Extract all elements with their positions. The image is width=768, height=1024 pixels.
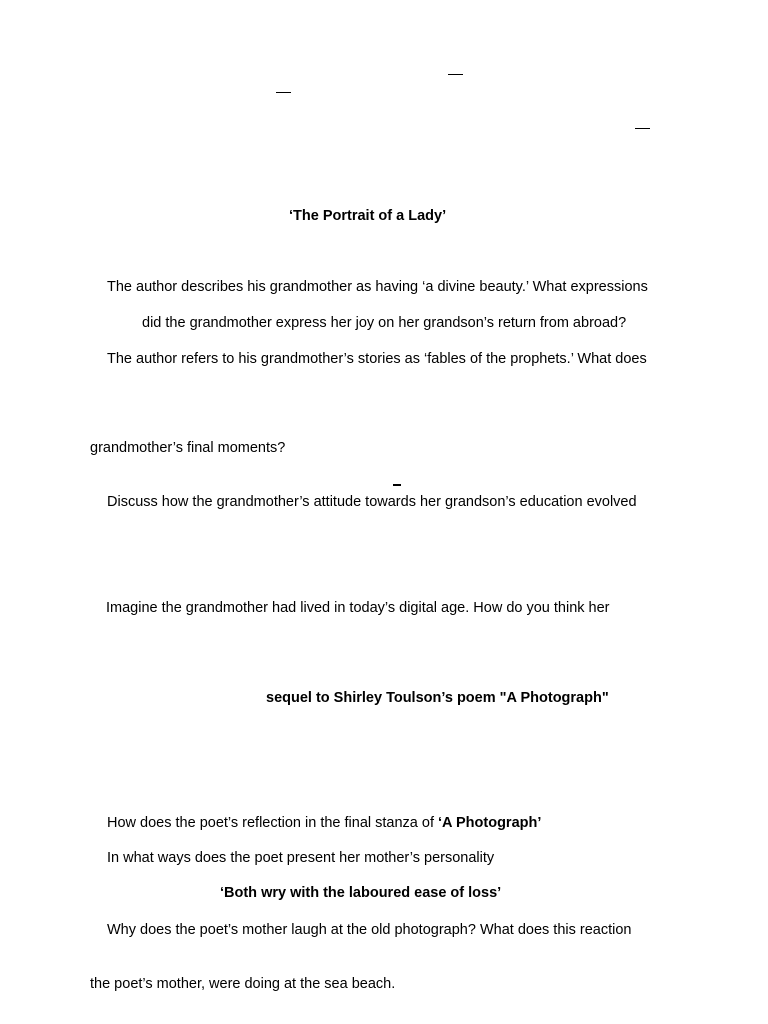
dash-mark-3 <box>635 128 650 129</box>
section-heading: sequel to Shirley Toulson’s poem "A Photograph" <box>266 690 609 706</box>
poem-question-3-continuation: the poet’s mother, were doing at the sea beach. <box>90 976 396 992</box>
poem-question-1 <box>107 814 541 832</box>
question-2-continuation: grandmother’s final moments? <box>90 440 286 456</box>
poem-quote: ‘Both wry with the laboured ease of loss’ <box>220 885 502 901</box>
question-1-line-1: The author describes his grandmother as having ‘a divine beauty.’ What expressions <box>107 279 648 295</box>
question-4-line-1: Imagine the grandmother had lived in today’s digital age. How do you think her <box>106 600 610 616</box>
poem-question-1-text: How does the poet’s reflection in the final stanza of <box>107 815 439 831</box>
poem-question-2: In what ways does the poet present her mother’s personality <box>107 850 495 866</box>
question-2-line-1: The author refers to his grandmother’s stories as ‘fables of the prophets.’ What does <box>107 351 647 367</box>
poem-title-reference: ‘A Photograph’ <box>438 815 542 831</box>
poem-question-3: Why does the poet’s mother laugh at the old photograph? What does this reaction <box>107 922 632 938</box>
question-3-line-1: Discuss how the grandmother’s attitude towards her grandson’s education evolved <box>107 494 637 510</box>
document-title: ‘The Portrait of a Lady’ <box>289 208 447 224</box>
dash-mark-4 <box>393 484 401 486</box>
dash-mark-1 <box>448 74 463 75</box>
dash-mark-2 <box>276 92 291 93</box>
question-1-line-2: did the grandmother express her joy on her grandson’s return from abroad? <box>142 315 627 331</box>
